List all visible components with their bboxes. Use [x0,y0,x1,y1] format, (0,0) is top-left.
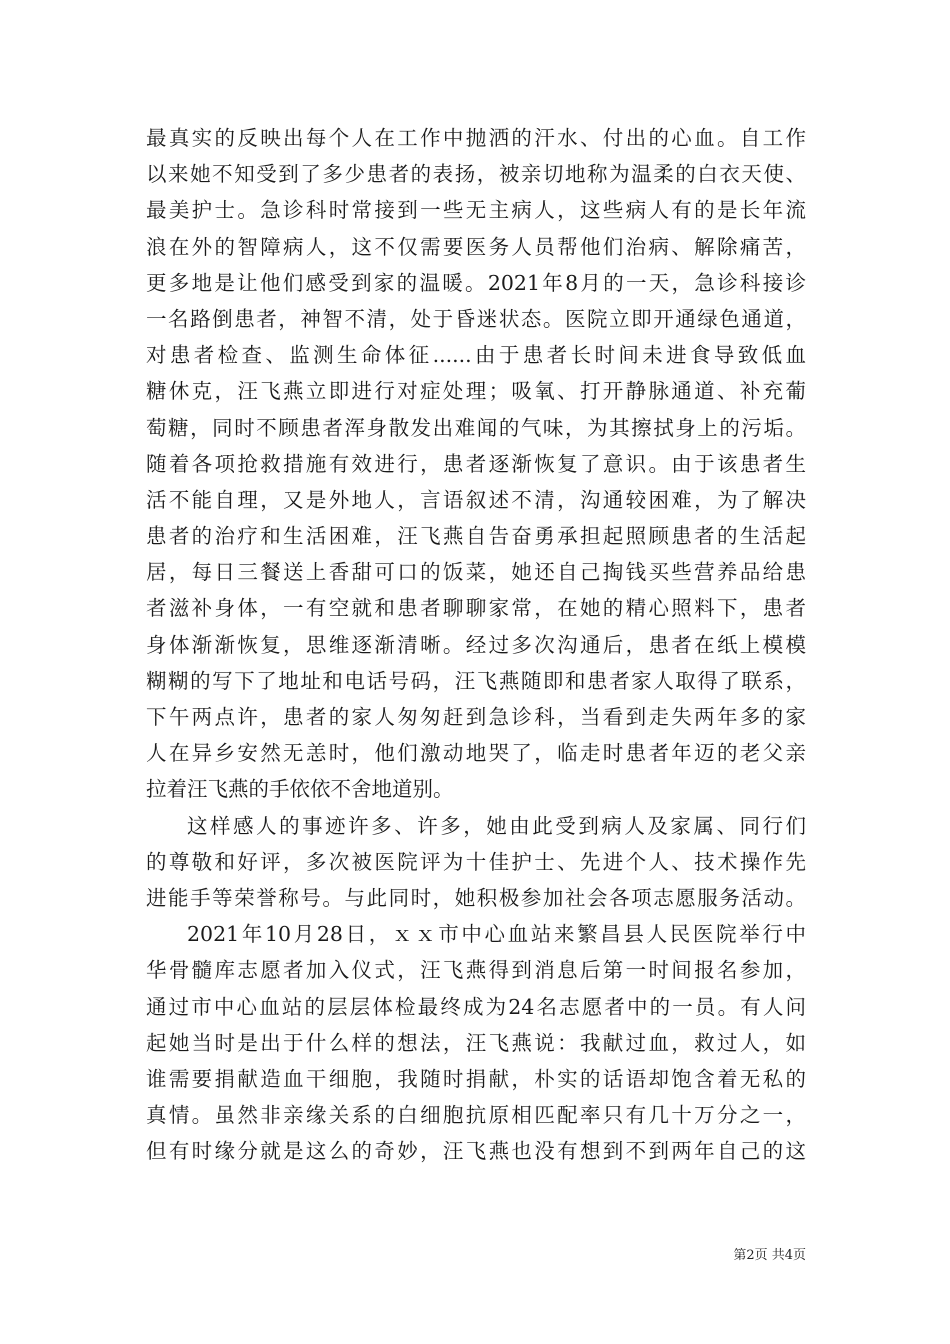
text-line: 进能手等荣誉称号。与此同时，她积极参加社会各项志愿服务活动。 [146,885,806,910]
text-line: 浪在外的智障病人，这不仅需要医务人员帮他们治病、解除痛苦， [146,234,806,259]
text-line: 居，每日三餐送上香甜可口的饭菜，她还自己掏钱买些营养品给患 [146,560,806,585]
text-line: 以来她不知受到了多少患者的表扬，被亲切地称为温柔的白衣天使、 [146,162,806,187]
text-line: 这样感人的事迹许多、许多，她由此受到病人及家属、同行们 [187,813,806,838]
text-line: 对患者检查、监测生命体征......由于患者长时间未进食导致低血 [146,343,806,368]
text-line: 下午两点许，患者的家人匆匆赶到急诊科，当看到走失两年多的家 [146,705,806,729]
text-line: 人在异乡安然无恙时，他们激动地哭了，临走时患者年迈的老父亲 [146,741,806,766]
text-line: 一名路倒患者，神智不清，处于昏迷状态。医院立即开通绿色通道， [146,306,806,331]
text-line: 华骨髓库志愿者加入仪式，汪飞燕得到消息后第一时间报名参加， [146,958,806,983]
text-line: 身体渐渐恢复，思维逐渐清晰。经过多次沟通后，患者在纸上模模 [146,632,806,657]
text-line: 最美护士。急诊科时常接到一些无主病人，这些病人有的是长年流 [146,198,806,223]
text-line: 通过市中心血站的层层体检最终成为24名志愿者中的一员。有人问 [146,994,806,1019]
text-line: 随着各项抢救措施有效进行，患者逐渐恢复了意识。由于该患者生 [146,451,806,476]
text-line: 最真实的反映出每个人在工作中抛洒的汗水、付出的心血。自工作 [146,126,806,150]
text-line: 的尊敬和好评，多次被医院评为十佳护士、先进个人、技术操作先 [146,849,806,874]
text-line: 起她当时是出于什么样的想法，汪飞燕说：我献过血，救过人，如 [146,1030,806,1055]
text-line: 更多地是让他们感受到家的温暖。2021年8月的一天，急诊科接诊 [146,270,806,295]
text-line: 萄糖，同时不顾患者浑身散发出难闻的气味，为其擦拭身上的污垢。 [146,415,806,440]
text-line: 者滋补身体，一有空就和患者聊聊家常，在她的精心照料下，患者 [146,596,806,621]
text-line: 活不能自理，又是外地人，言语叙述不清，沟通较困难，为了解决 [146,487,806,512]
page-number: 第2页 共4页 [733,1248,806,1263]
text-line: 2021年10月28日，ｘｘ市中心血站来繁昌县人民医院举行中 [187,922,806,947]
text-line: 患者的治疗和生活困难，汪飞燕自告奋勇承担起照顾患者的生活起 [146,524,806,549]
text-line: 真情。虽然非亲缘关系的白细胞抗原相匹配率只有几十万分之一， [146,1103,806,1128]
text-line: 拉着汪飞燕的手依依不舍地道别。 [146,777,454,802]
text-line: 糊糊的写下了地址和电话号码，汪飞燕随即和患者家人取得了联系， [146,668,806,693]
body-text [146,120,806,1169]
text-line: 谁需要捐献造血干细胞，我随时捐献，朴实的话语却饱含着无私的 [146,1066,806,1091]
text-line: 糖休克，汪飞燕立即进行对症处理；吸氧、打开静脉通道、补充葡 [146,379,806,404]
text-line: 但有时缘分就是这么的奇妙，汪飞燕也没有想到不到两年自己的这 [146,1139,806,1164]
